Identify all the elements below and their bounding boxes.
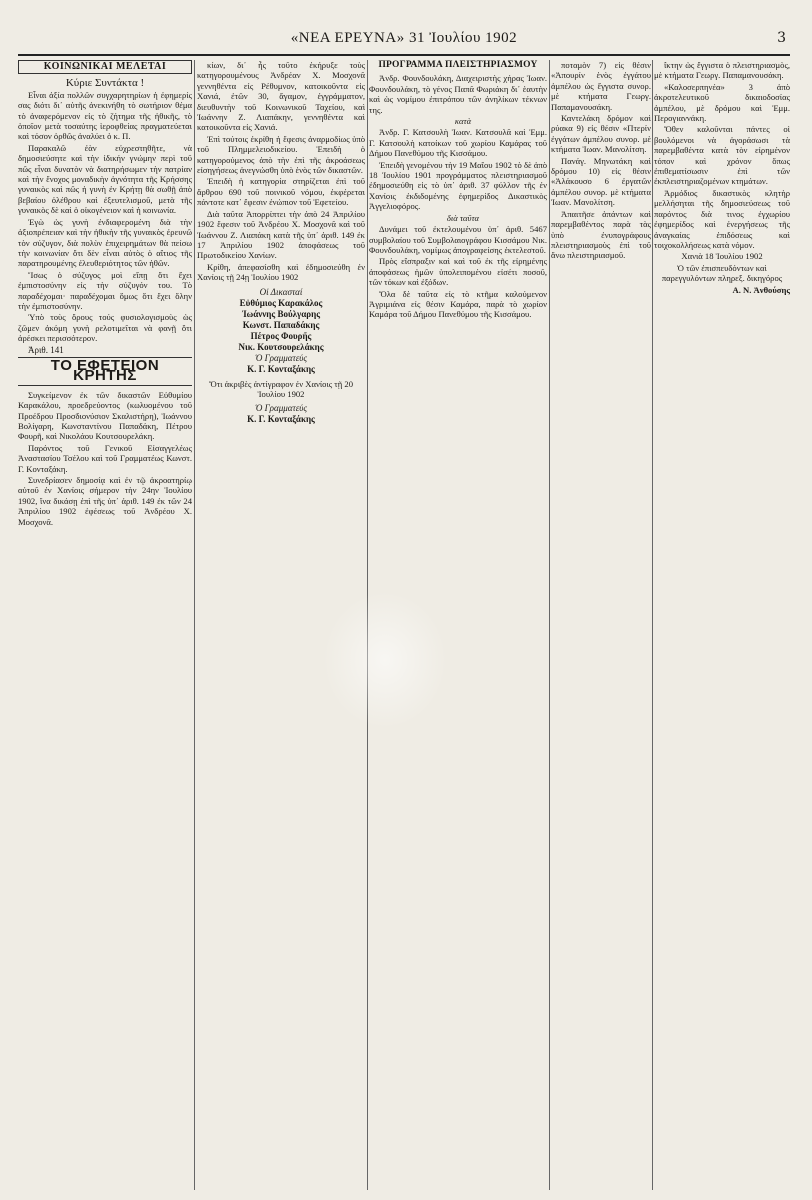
article-paragraph: Συνεδρίασεν δημοσίᾳ καὶ ἐν τῷ ἀκροατηρίῳ αὐτοῦ ἐν Χανίοις σήμερον τὴν 24ην Ἰουλίου 1902, ἵνα δικάσῃ ἐπὶ τῆς ὑπ᾿ ἀριθ. 149 ἐκ τῶν 24 Ἀπριλίου 1902 ἐφέσεως τοῦ Ἀνδρέου Χ. Μοσχονᾶ. [18, 475, 192, 527]
kata-label: διὰ ταῦτα [446, 212, 480, 223]
article-paragraph: Εἶναι ἀξία πολλῶν συγχαρητηρίων ἡ ἐφημερίς σας διότι δι᾿ αὐτῆς ἀνεκινήθη τὸ σωτήριον θέμα τὸ ἀναφερόμενον εἰς τὸ ζήτημα τῆς ἠθικῆς, τὸ ὁποῖον μετὰ τοσαύτης ἱεροφθείας πραγματεύεται καὶ τόσον ὀρθῶς ἀναλύει ὁ κ. Π. [18, 89, 192, 142]
article-paragraph: Πανάγ. Μηνωτάκη καὶ δρόμου 10) εἰς θέσιν «Ἀλάκουσο 6 ἐργατῶν ἀμπέλου συνορ. μὲ κτήματα Ἰωαν. Μανολίτση. [551, 155, 651, 208]
article-paragraph: ΐκτην ὡς ἔγγιστα ὁ πλειστηριασμὸς, μὲ κτήματα Γεωργ. Παπαμανουσάκη. [654, 60, 790, 81]
article-paragraph: Καντελάκη δρόμον καὶ ρύακα 9) εἰς θέσιν «Πτερίν ἐγγάτων ἀμπέλου συνορ. μὲ κτήματα Ἰωαν. Μανολίτση. [551, 113, 651, 155]
article-paragraph: κίων, δι᾿ ἧς τοῦτο ἐκήρυξε τοὺς κατηγορουμένους Ἀνδρέαν Χ. Μοσχονᾶ γεννηθέντα εἰς Ρέθυμνον, κατοικοῦντα εἰς Χανιά, ἐτῶν 30, ἄγαμον, ἐγγράμματον, διευθυντὴν τοῦ Κοινωνικοῦ Ταχείου, καὶ Ἰωάννην Ζ. Λιαπάκην, γεννηθέντα καὶ κατοικοῦντα εἰς Χανιά. [197, 60, 365, 133]
secretary-label: Ὁ Γραμματεύς [254, 352, 308, 363]
copy-note: Ὅτι ἀκριβὲς ἀντίγραφον ἐν Χανίοις τῇ 20 Ἰουλίου 1902 [208, 378, 354, 399]
article-paragraph: Ἴσως ὁ σύζυγος μοὶ εἴπῃ ὅτι ἔχει ἐμπιστοσύνην εἰς τὴν σύζυγόν του. Τὸ παραδέχομαι· παραδέχομαι ὅμως ὅτι ἔχει ὅλην τὴν ἐμπιστοσύνην. [18, 269, 192, 311]
article-paragraph: Ἐπὶ τούτοις ἐκρίθη ἡ ἔφεσις ἀναρμοδίως ὑπὸ τοῦ Πλημμελειοδικείου. Ἐπειδὴ ὁ κατηγορούμενος ἀπὸ τὴν ἐπὶ τῆς ἀκροάσεως εἰσηγήσεως ἀνεγνώσθη ὑπὸ ἑνὸς τῶν δικαστῶν. [197, 133, 365, 176]
judges-block [197, 287, 365, 375]
article-paragraph: Ὅλα δὲ ταῦτα εἰς τὸ κτῆμα καλούμενον Ἀγριμιάνα εἰς θέσιν Καμάρα, παρὰ τὸ χωρίον Καμάρα τοῦ Δήμου Πανεθύμου τῆς Κισσάμου. [369, 288, 547, 320]
efeteio-heading: ΤΟ ΕΦΕΤΕΙΟΝ ΚΡΗΤΗΣ [18, 357, 192, 386]
decision-number: Ἀριθ. 141 [28, 344, 64, 355]
lawyer-label: Ὁ τῶν ἐπισπευδόντων καὶ παρεγγυλόντων πληρεξ. δικηγόρος [661, 262, 783, 284]
judge-name: Πέτρος Φουρῆς [250, 330, 312, 341]
judge-name: Κωνστ. Παπαδάκης [242, 319, 320, 330]
greeting: Κύριε Συντάκτα ! [65, 77, 145, 90]
column-3 [369, 60, 547, 1190]
newspaper-title: «ΝΕΑ ΕΡΕΥΝΑ» 31 Ἰουλίου 1902 [290, 30, 518, 46]
column-divider [549, 60, 550, 1190]
article-paragraph: Παρακαλῶ ἐὰν εὐχρεστηθῆτε, νὰ δημοσιεύσητε καὶ τὴν ἰδικήν γνώμην περὶ τοῦ πῶς εἶναι δυνατὸν νὰ διατηρήσωμεν τὴν πατρίαν καὶ τὴν ἔνοχος μοναδικὴν ἀγνότητα τῆς Κρήσσης γυναικὸς καὶ πῶς ἡ γυνὴ ἐν Κρήτῃ θὰ σωθῇ ἀπὸ βεβαίου ὀλέθρου καὶ ἐξευτελισμοῦ, μετὰ τῆς γυναικὸς δὲ καὶ ὁ οἰκογένειον καὶ ἡ κοινωνία. [18, 142, 192, 216]
column-5 [654, 60, 790, 1190]
article-paragraph: Πρὸς εἴσπραξιν καὶ καὶ τοῦ ἐκ τῆς εἰρημένης ἀποφάσεως ἡμῶν ὑπολειπομένου εἰσέτι ποσοῦ, τῶν τόκων καὶ ἐξόδων. [369, 256, 547, 288]
column-4 [551, 60, 651, 1190]
article-paragraph: Ἐγὼ ὡς γυνὴ ἐνδιαφερομένη διὰ τὴν ἀξιοπρέπειαν καὶ τὴν ἠθικὴν τῆς γυναικὸς ἐρευνῶ τὸν σύζυγον, διὰ πολὺν ἐπιχειρημάτων θὰ πείσω τὴν κοινωνίαν ὅτι δὲν εἶναι αὐτὸς ὁ αἴτιος τῆς παρατηρουμένης ἐλευθεριότητος τῶν ἠθῶν. [18, 216, 192, 269]
judge-name: Νικ. Κουτσουρελάκης [238, 341, 324, 352]
judges-label: Οἱ Δικασταί [259, 286, 303, 297]
page-number: 3 [777, 30, 786, 46]
column-2 [197, 60, 365, 1190]
header-rule [18, 54, 790, 56]
column-divider [194, 60, 195, 1190]
secretary-name: Κ. Γ. Κονταξάκης [247, 414, 315, 425]
article-paragraph: Ἐπειδὴ γενομένου τὴν 19 Μαΐου 1902 τὸ δὲ ἀπὸ 18 Ἰουλίου 1901 προγράμματος πλειστηριασμοῦ ἐδημοσιεύθη εἰς τὸ ὑπ᾿ ἀριθ. 37 φύλλον τῆς ἐν Χανίοις ἐκδιδομένης ἐφημερίδος Δικαστικὸς Ἀγγελιοφόρος. [369, 159, 547, 212]
secretary-block [197, 403, 365, 425]
judge-name: Εὐθύμιος Καρακάλος [239, 297, 323, 308]
page-header [18, 30, 790, 54]
article-paragraph: Ὅθεν καλοῦνται πάντες οἱ βουλόμενοι νὰ ἀγοράσωσι τὰ παρεμβαθέντα κατὰ τὸν εἰρημένον τόπον καὶ χρόνον ὅπως ἐπιθεματίσωσιν ἐπὶ τῶν ἐκπλειστηριαζομένων κτημάτων. [654, 124, 790, 187]
column-divider [367, 60, 368, 1190]
article-paragraph: Ἀπαιτῆσε ἁπάντων καὶ παρεμβαθέντος παρὰ τὰς ὑπὸ ἐνυπογράφους πλειστηριασμοὺς ἐπὶ τοῦ ἄνω πλειστηριασμοῦ. [551, 208, 651, 261]
article-paragraph: Ἀνδρ. Γ. Κατσουλὴ Ἰωαν. Κατσουλᾶ καὶ Ἐμμ. Γ. Κατσουλὴ κατοίκων τοῦ χωρίου Καμάρας τοῦ Δήμου Πανεθύμου τῆς Κισσάμου. [369, 127, 547, 159]
place-date: Χανιὰ 18 Ἰουλίου 1902 [681, 251, 763, 262]
column-divider [652, 60, 653, 1190]
program-title: ΠΡΟΓΡΑΜΜΑ ΠΛΕΙΣΤΗΡΙΑΣΜΟΥ [378, 60, 538, 70]
article-paragraph: Παρόντος τοῦ Γενικοῦ Εἰσαγγελέως Ἀναστασίου Τσέλου καὶ τοῦ Γραμματέως Κωνστ. Γ. Κονταξάκη. [18, 442, 192, 474]
lawyer-name: Α. Ν. Ἀνθούσης [732, 284, 790, 295]
article-paragraph: Ἀνδρ. Φουνδουλάκη, Διαχειριστὴς χήρας Ἰωαν. Φουνδουλάκη, τὸ γένος Παπᾶ Φωριάκη δι᾿ ἑαυτὴν καὶ ὡς νομίμου ἐπιτρόπου τῶν ἀνηλίκων τέκνων της. [369, 73, 547, 115]
column-1 [18, 60, 192, 1190]
section-heading: ΚΟΙΝΩΝΙΚΑΙ ΜΕΛΕΤΑΙ [18, 60, 192, 74]
article-paragraph: Ἐπειδὴ ἡ κατηγορία στηρίζεται ἐπὶ τοῦ ἄρθρου 690 τοῦ ποινικοῦ νόμου, ἐκφέρεται πάντοτε κατ᾿ ἔφεσιν ἐνώπιον τοῦ Ἐφετείου. [197, 176, 365, 208]
closing-statement: Κρίθη, ἀπεφασίσθη καὶ ἐδημοσιεύθη ἐν Χανίοις τῇ 24ῃ Ἰουλίου 1902 [197, 261, 365, 283]
kata-label: κατὰ [454, 116, 472, 127]
secretary-name: Κ. Γ. Κονταξάκης [247, 363, 315, 374]
article-paragraph: Διὰ ταῦτα Ἀπορρίπτει τὴν ἀπὸ 24 Ἀπριλίου 1902 ἔφεσιν τοῦ Ἀνδρέου Χ. Μοσχονᾶ καὶ τοῦ Ἰωάννου Ζ. Λιαπάκη κατὰ τῆς ὑπ᾿ ἀριθ. 149 ἐκ 17 Ἀπριλίου 1902 ἀποφάσεως τοῦ Πρωτοδικείου Χανίων. [197, 208, 365, 261]
article-paragraph: Ὑπὸ τοὺς ὅρους τούς φυσιολογισμοὺς ὡς ζῶμεν ἀκόμη γυνὴ ρελοτιμεῖται νὰ φανῇ ὅτι ἀρέσκει περισσότερον. [18, 312, 192, 344]
article-paragraph: Δυνάμει τοῦ ἐκτελουμένου ὑπ᾿ ἀριθ. 5467 συμβολαίου τοῦ Συμβολαιογράφου Κισσάμου Νικ. Φουνδουλάκη, νομίμως ἀπογραφείσης ἐκτελεστοῦ. [369, 224, 547, 255]
judge-name: Ἰωάννης Βούλγαρης [241, 308, 321, 319]
secretary-label: Ὁ Γραμματεύς [254, 403, 308, 414]
article-paragraph: Ἀρμόδιος δικαστικὸς κλητὴρ μελλήσηται τῆς δημοσιεύσεως τοῦ παρόντος διὰ τινος ἐγχωρίου ἐφημερίδος καὶ ἐνεργήσεως τῆς ἀναγκαίας ἐπιδόσεως καὶ τοιχοκολλήσεως κατὰ νόμον. [654, 187, 790, 250]
article-paragraph: «Καλοσερπηνέα» 3 ἀπὸ ἀκροτελευτικοῦ δικαιοδοσίας ἀμπέλου, μὲ δρόμου καὶ Ἐμμ. Περογιαννάκη. [654, 81, 790, 124]
article-paragraph: ποταμὸν 7) εἰς θέσιν «Ἀπουρίν ἑνὸς ἐγγάτου ἀμπέλου ὡς ἔγγιστα συνορ. μὲ κτήματα Γεωργ. Παπαμανουσάκη. [551, 60, 651, 112]
article-paragraph: Συγκείμενον ἐκ τῶν δικαστῶν Εὐθυμίου Καρακάλου, προεδρεύοντος (κωλυομένου τοῦ Προέδρου Προσδιονύσιον Σκαλιστήρη), Ἰωάννου Βολίγαρη, Κωνσταντίνου Παπαδάκη, Πέτρου Φουρῆ, καὶ Νικολάου Κουτσουρελάκη. [18, 389, 192, 442]
